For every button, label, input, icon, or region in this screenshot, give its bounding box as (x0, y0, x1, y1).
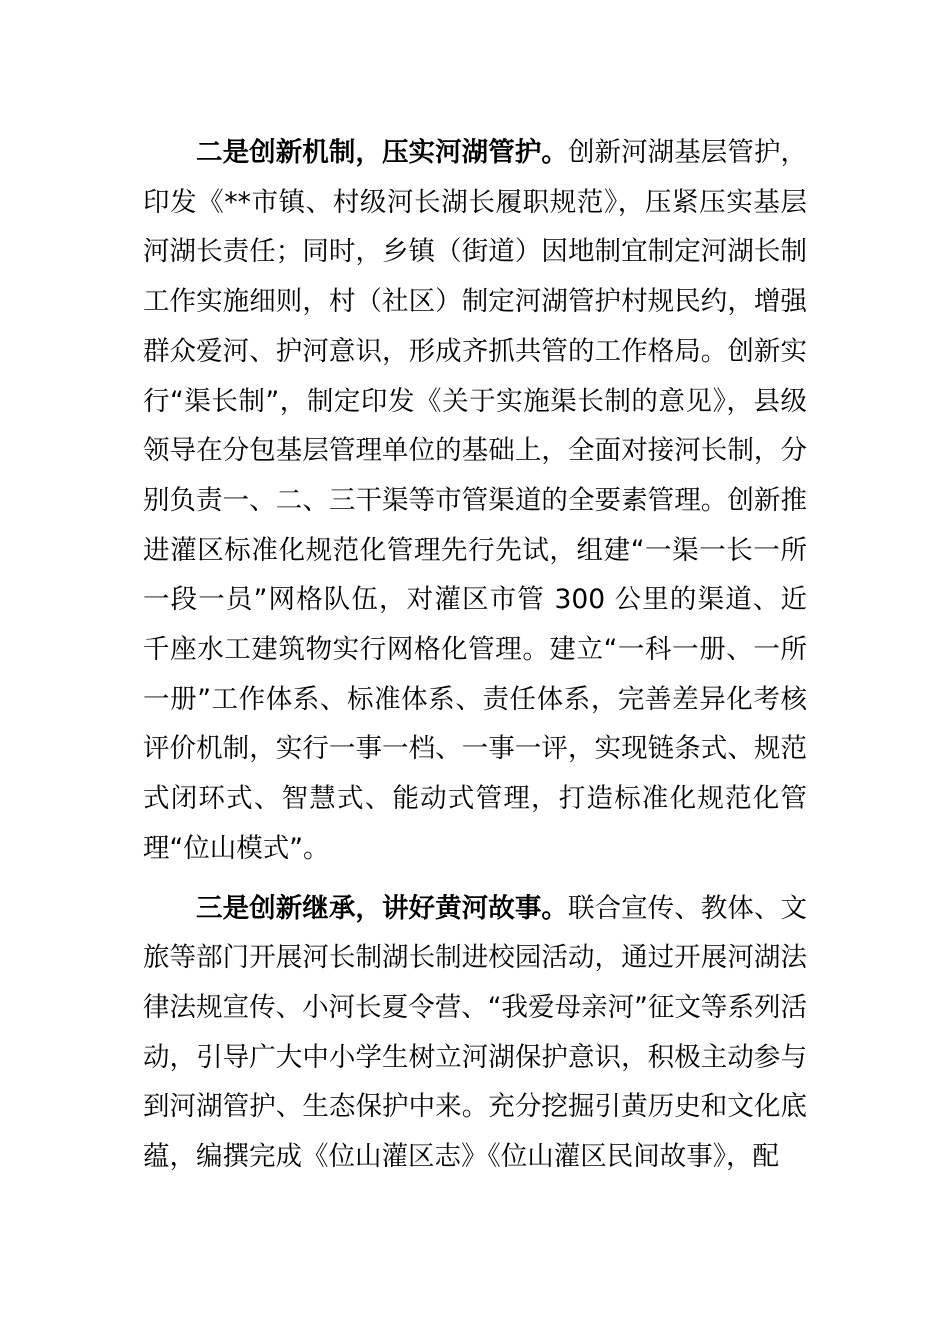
paragraph-body-text: 创新河湖基层管护，印发《**市镇、村级河长湖长履职规范》，压紧压实基层河湖长责任；同时，乡镇（街道）因地制宜制定河湖长制工作实施细则，村（社区）制定河湖管护村规民约，增强群众爱河、护河意识，形成齐抓共管的工作格局。创新实行“渠长制”，制定印发《关于实施渠长制的意见》，县级领导在分包基层管理单位的基础上，全面对接河长制，分别负责一、二、三干渠等市管渠道的全要素管理。创新推进灌区标准化规范化管理先行先试，组建“一渠一长一所一段一员”网格队伍，对灌区市管 300 公里的渠道、近千座水工建筑物实行网格化管理。建立“一科一册、一所一册”工作体系、标准体系、责任体系，完善差异化考核评价机制，实行一事一档、一事一评，实现链条式、规范式闭环式、智慧式、能动式管理，打造标准化规范化管理“位山模式”。 (143, 137, 808, 864)
paragraph-mechanism-innovation (143, 128, 807, 874)
paragraph-inheritance-innovation (143, 884, 807, 1182)
paragraph-lead-heading: 三是创新继承，讲好黄河故事。 (196, 892, 568, 924)
document-body (143, 128, 807, 1182)
paragraph-lead-heading: 二是创新机制，压实河湖管护。 (196, 137, 568, 168)
paragraph-body-text: 联合宣传、教体、文旅等部门开展河长制湖长制进校园活动，通过开展河湖法律法规宣传、小河长夏令营、“我爱母亲河”征文等系列活动，引导广大中小学生树立河湖保护意识，积极主动参与到河湖管护、生态保护中来。充分挖掘引黄历史和文化底蕴，编撰完成《位山灌区志》《位山灌区民间故事》，配 (143, 892, 808, 1173)
